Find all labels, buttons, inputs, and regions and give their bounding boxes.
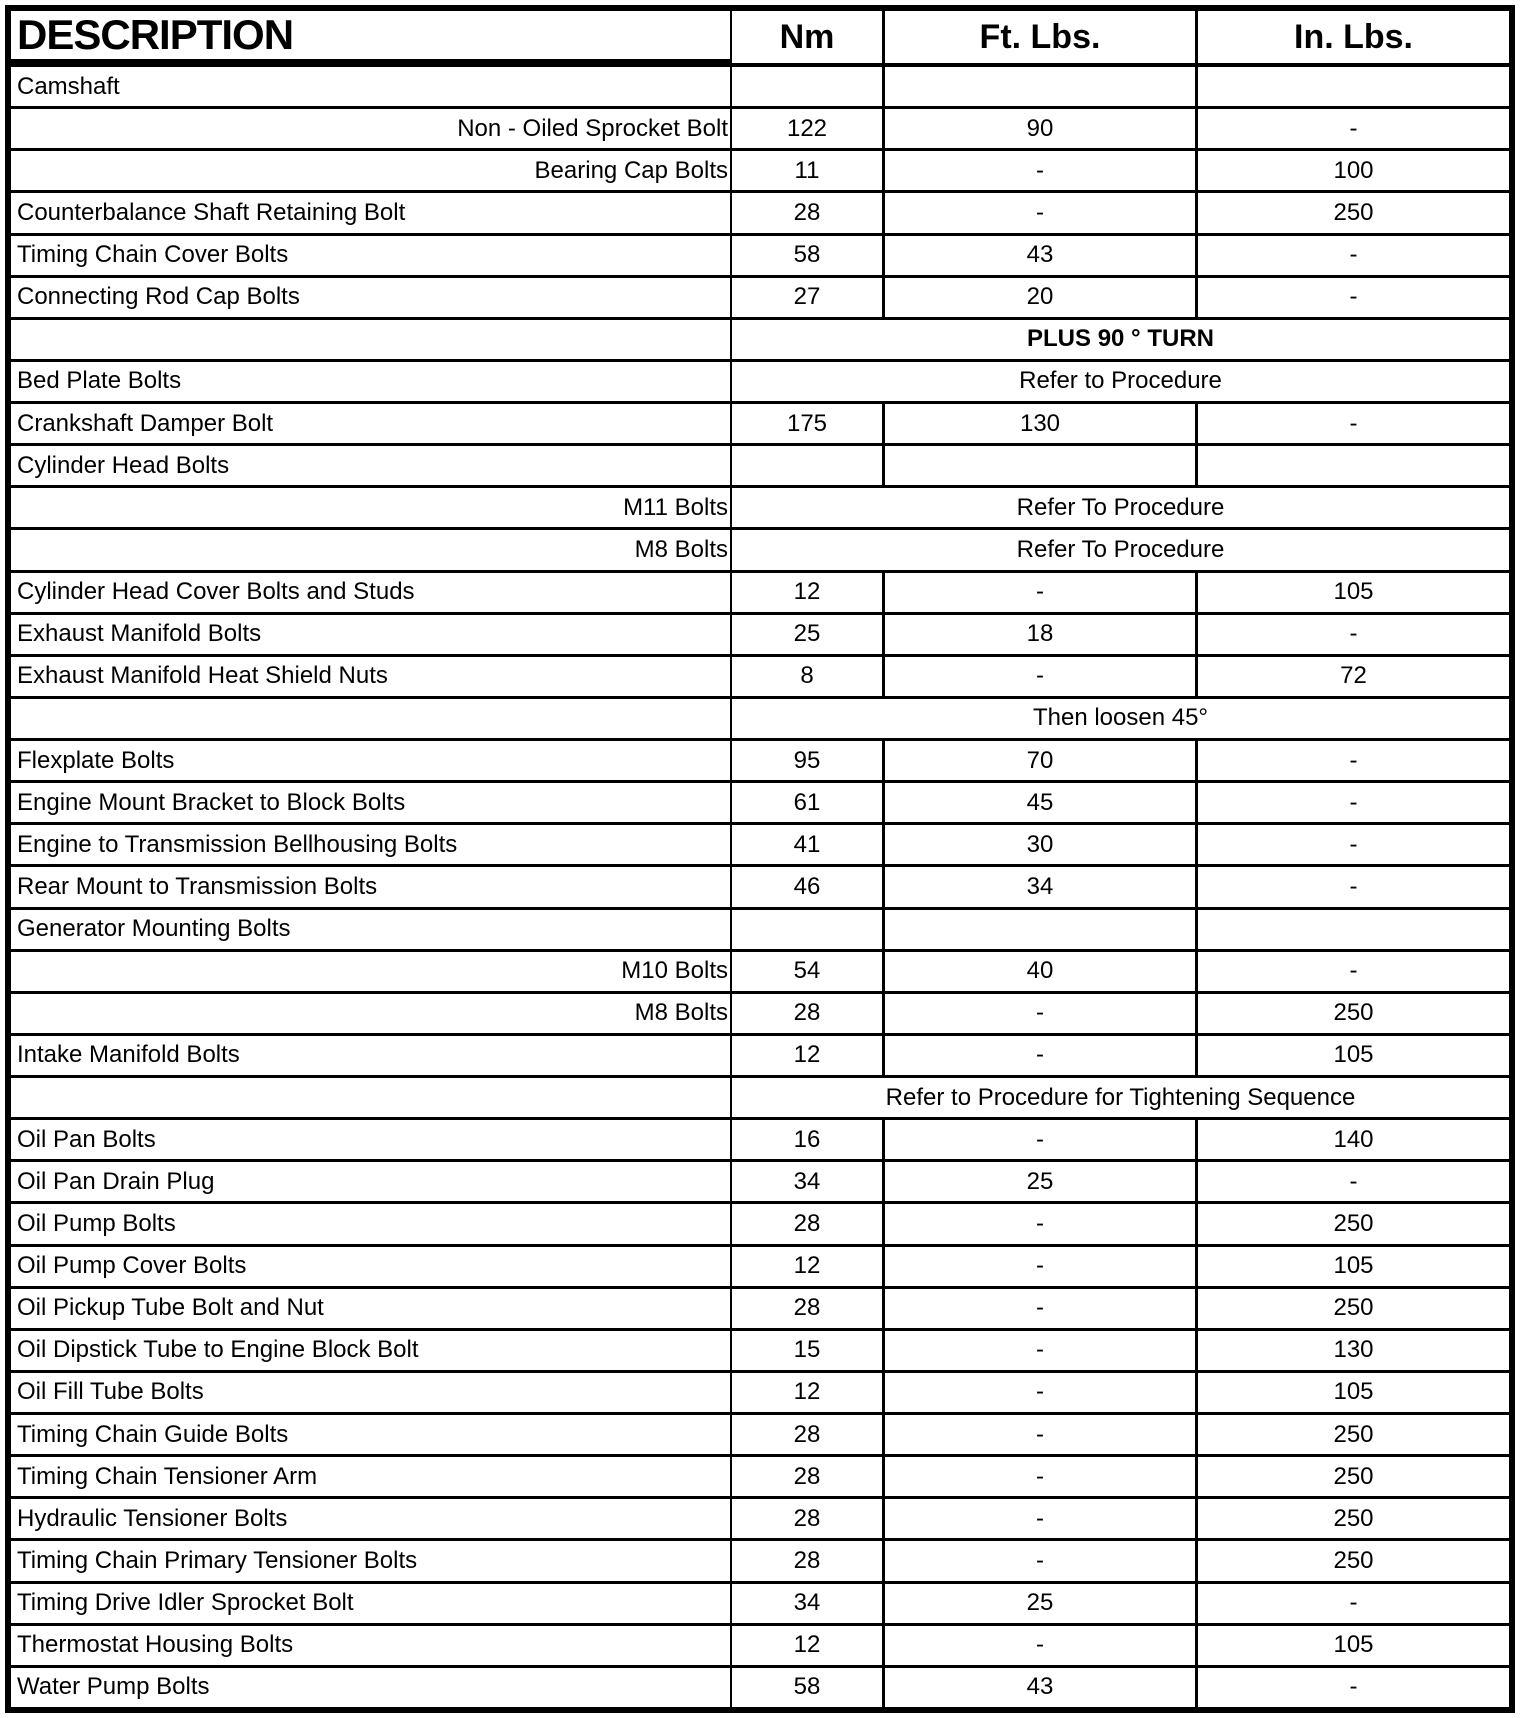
value-nm: 61 (732, 783, 885, 822)
value-ft-lbs: - (885, 1247, 1198, 1286)
value-nm: 28 (732, 1204, 885, 1243)
row-description: Exhaust Manifold Bolts (11, 615, 732, 654)
value-in-lbs: 250 (1333, 1546, 1374, 1574)
value-ft-lbs: 70 (885, 741, 1198, 780)
table-row (11, 530, 1509, 572)
table-row (11, 1162, 1509, 1204)
row-description: Cylinder Head Cover Bolts and Studs (11, 573, 732, 612)
table-row (11, 952, 1509, 994)
table-row (11, 615, 1509, 657)
value-nm: 175 (732, 404, 885, 443)
value-nm: 11 (732, 151, 885, 190)
value-nm: 15 (732, 1331, 885, 1370)
table-row (11, 1331, 1509, 1373)
value-ft-lbs: 130 (885, 404, 1198, 443)
value-ft-lbs: 45 (885, 783, 1198, 822)
table-row (11, 1499, 1509, 1541)
value-ft-lbs: 34 (885, 867, 1198, 906)
row-description: Counterbalance Shaft Retaining Bolt (11, 193, 732, 232)
table-row (11, 1289, 1509, 1331)
row-description: Crankshaft Damper Bolt (11, 404, 732, 443)
value-in-lbs: - (1349, 1673, 1358, 1701)
value-in-lbs: 105 (1333, 578, 1374, 606)
value-ft-lbs: - (885, 1036, 1198, 1075)
spanning-note: Refer to Procedure (1019, 367, 1222, 395)
table-row (11, 1204, 1509, 1246)
value-ft-lbs: - (885, 573, 1198, 612)
value-ft-lbs: - (885, 1289, 1198, 1328)
row-description: Intake Manifold Bolts (11, 1036, 732, 1075)
table-row (11, 320, 1509, 362)
value-nm (732, 67, 885, 106)
value-nm: 25 (732, 615, 885, 654)
spanning-note: Refer to Procedure for Tightening Sequence (885, 1083, 1356, 1111)
value-ft-lbs: 25 (885, 1162, 1198, 1201)
row-description (11, 699, 732, 738)
row-description: Generator Mounting Bolts (11, 910, 732, 949)
row-description: Oil Pickup Tube Bolt and Nut (11, 1289, 732, 1328)
value-ft-lbs: 43 (885, 1668, 1198, 1707)
value-nm: 95 (732, 741, 885, 780)
value-in-lbs: 72 (1340, 662, 1367, 690)
value-nm: 41 (732, 825, 885, 864)
value-ft-lbs: 25 (885, 1584, 1198, 1623)
value-ft-lbs: - (885, 657, 1198, 696)
row-description: Rear Mount to Transmission Bolts (11, 867, 732, 906)
row-description: M8 Bolts (11, 530, 732, 569)
value-ft-lbs: - (885, 1373, 1198, 1412)
value-ft-lbs: - (885, 1457, 1198, 1496)
value-in-lbs: 105 (1333, 1631, 1374, 1659)
row-description: Oil Pump Bolts (11, 1204, 732, 1243)
row-description: Exhaust Manifold Heat Shield Nuts (11, 657, 732, 696)
value-nm: 28 (732, 193, 885, 232)
value-in-lbs: - (1349, 283, 1358, 311)
value-ft-lbs: 43 (885, 236, 1198, 275)
row-description: Connecting Rod Cap Bolts (11, 278, 732, 317)
table-row (11, 1541, 1509, 1583)
value-in-lbs: 250 (1333, 1504, 1374, 1532)
row-description: Water Pump Bolts (11, 1668, 732, 1707)
table-row (11, 1457, 1509, 1499)
value-nm (732, 446, 885, 485)
value-in-lbs: - (1349, 114, 1358, 142)
value-ft-lbs: - (885, 994, 1198, 1033)
value-in-lbs (1198, 910, 1509, 949)
value-nm: 122 (732, 109, 885, 148)
value-nm: 28 (732, 1541, 885, 1580)
row-description: Timing Chain Tensioner Arm (11, 1457, 732, 1496)
table-row (11, 1373, 1509, 1415)
spanning-note: PLUS 90 ° TURN (1027, 325, 1214, 353)
value-in-lbs: - (1349, 409, 1358, 437)
value-in-lbs (1198, 67, 1509, 106)
row-description: Thermostat Housing Bolts (11, 1626, 732, 1665)
value-ft-lbs: - (885, 1120, 1198, 1159)
row-description: Oil Fill Tube Bolts (11, 1373, 732, 1412)
row-description: M8 Bolts (11, 994, 732, 1033)
torque-spec-table (5, 5, 1515, 1713)
value-nm: 8 (732, 657, 885, 696)
value-nm: 27 (732, 278, 885, 317)
value-in-lbs: - (1349, 872, 1358, 900)
table-row (11, 699, 1509, 741)
value-ft-lbs: - (885, 1204, 1198, 1243)
value-nm: 34 (732, 1584, 885, 1623)
value-in-lbs: 105 (1333, 1378, 1374, 1406)
table-row (11, 741, 1509, 783)
table-row (11, 362, 1509, 404)
value-in-lbs: - (1349, 788, 1358, 816)
row-description: Timing Chain Primary Tensioner Bolts (11, 1541, 732, 1580)
value-ft-lbs: - (885, 1626, 1198, 1665)
table-row (11, 193, 1509, 235)
table-row (11, 1668, 1509, 1707)
row-description: Oil Dipstick Tube to Engine Block Bolt (11, 1331, 732, 1370)
value-ft-lbs: - (885, 1415, 1198, 1454)
row-description: Oil Pan Bolts (11, 1120, 732, 1159)
value-in-lbs: 250 (1333, 1420, 1374, 1448)
table-row (11, 1415, 1509, 1457)
value-ft-lbs: - (885, 193, 1198, 232)
table-row (11, 446, 1509, 488)
row-description: Engine Mount Bracket to Block Bolts (11, 783, 732, 822)
value-ft-lbs: - (885, 151, 1198, 190)
value-ft-lbs (885, 67, 1198, 106)
value-ft-lbs (885, 446, 1198, 485)
value-in-lbs: - (1349, 620, 1358, 648)
column-header-ft-lbs: Ft. Lbs. (885, 11, 1198, 67)
value-in-lbs: 250 (1333, 198, 1374, 226)
row-description: Oil Pump Cover Bolts (11, 1247, 732, 1286)
value-in-lbs: - (1349, 830, 1358, 858)
table-row (11, 825, 1509, 867)
table-row (11, 1078, 1509, 1120)
column-header-nm: Nm (732, 11, 885, 67)
value-nm: 46 (732, 867, 885, 906)
row-description (11, 320, 732, 359)
table-row (11, 994, 1509, 1036)
value-in-lbs: 140 (1333, 1125, 1374, 1153)
value-nm: 12 (732, 1036, 885, 1075)
value-in-lbs: 105 (1333, 1252, 1374, 1280)
value-ft-lbs: - (885, 1499, 1198, 1538)
table-row (11, 67, 1509, 109)
table-row (11, 109, 1509, 151)
row-description: Non - Oiled Sprocket Bolt (11, 109, 732, 148)
value-ft-lbs: - (885, 1331, 1198, 1370)
value-ft-lbs (885, 910, 1198, 949)
row-description (11, 1078, 732, 1117)
table-row (11, 278, 1509, 320)
row-description: Camshaft (11, 67, 732, 106)
table-row (11, 573, 1509, 615)
value-in-lbs: 250 (1333, 1209, 1374, 1237)
column-header-description: DESCRIPTION (11, 11, 732, 67)
value-nm: 12 (732, 573, 885, 612)
value-ft-lbs: 20 (885, 278, 1198, 317)
value-nm: 58 (732, 236, 885, 275)
value-in-lbs: - (1349, 1589, 1358, 1617)
value-in-lbs: 250 (1333, 999, 1374, 1027)
row-description: Cylinder Head Bolts (11, 446, 732, 485)
value-ft-lbs: 18 (885, 615, 1198, 654)
value-in-lbs: - (1349, 746, 1358, 774)
value-ft-lbs: 40 (885, 952, 1198, 991)
table-row (11, 783, 1509, 825)
value-in-lbs: - (1349, 241, 1358, 269)
table-row (11, 236, 1509, 278)
value-in-lbs: 100 (1333, 156, 1374, 184)
spanning-note: Then loosen 45° (1032, 704, 1209, 732)
value-nm: 58 (732, 1668, 885, 1707)
row-description: Engine to Transmission Bellhousing Bolts (11, 825, 732, 864)
value-in-lbs: 130 (1333, 1336, 1374, 1364)
table-row (11, 488, 1509, 530)
row-description: Hydraulic Tensioner Bolts (11, 1499, 732, 1538)
spanning-note: Refer To Procedure (1016, 493, 1225, 521)
header-row (11, 11, 1509, 67)
table-row (11, 151, 1509, 193)
row-description: Bearing Cap Bolts (11, 151, 732, 190)
value-in-lbs: 250 (1333, 1294, 1374, 1322)
spanning-note: Refer To Procedure (1016, 535, 1225, 563)
value-nm: 34 (732, 1162, 885, 1201)
table-row (11, 404, 1509, 446)
value-nm: 12 (732, 1373, 885, 1412)
value-nm (732, 910, 885, 949)
value-nm: 28 (732, 1457, 885, 1496)
value-ft-lbs: 90 (885, 109, 1198, 148)
value-nm: 12 (732, 1626, 885, 1665)
value-ft-lbs: 30 (885, 825, 1198, 864)
value-nm: 28 (732, 1415, 885, 1454)
value-in-lbs: - (1349, 957, 1358, 985)
row-description: Timing Chain Cover Bolts (11, 236, 732, 275)
value-nm: 28 (732, 1289, 885, 1328)
value-in-lbs: 105 (1333, 1041, 1374, 1069)
value-nm: 12 (732, 1247, 885, 1286)
row-description: Flexplate Bolts (11, 741, 732, 780)
value-nm: 28 (732, 1499, 885, 1538)
table-row (11, 657, 1509, 699)
row-description: M10 Bolts (11, 952, 732, 991)
table-row (11, 910, 1509, 952)
table-row (11, 1247, 1509, 1289)
value-nm: 54 (732, 952, 885, 991)
column-header-in-lbs: In. Lbs. (1198, 11, 1509, 67)
table-row (11, 1120, 1509, 1162)
table-row (11, 867, 1509, 909)
row-description: Timing Chain Guide Bolts (11, 1415, 732, 1454)
row-description: Timing Drive Idler Sprocket Bolt (11, 1584, 732, 1623)
row-description: M11 Bolts (11, 488, 732, 527)
value-in-lbs (1198, 446, 1509, 485)
row-description: Bed Plate Bolts (11, 362, 732, 401)
value-in-lbs: 250 (1333, 1462, 1374, 1490)
table-row (11, 1584, 1509, 1626)
value-nm: 16 (732, 1120, 885, 1159)
table-row (11, 1036, 1509, 1078)
value-nm: 28 (732, 994, 885, 1033)
row-description: Oil Pan Drain Plug (11, 1162, 732, 1201)
value-ft-lbs: - (885, 1541, 1198, 1580)
value-in-lbs: - (1349, 1167, 1358, 1195)
table-row (11, 1626, 1509, 1668)
